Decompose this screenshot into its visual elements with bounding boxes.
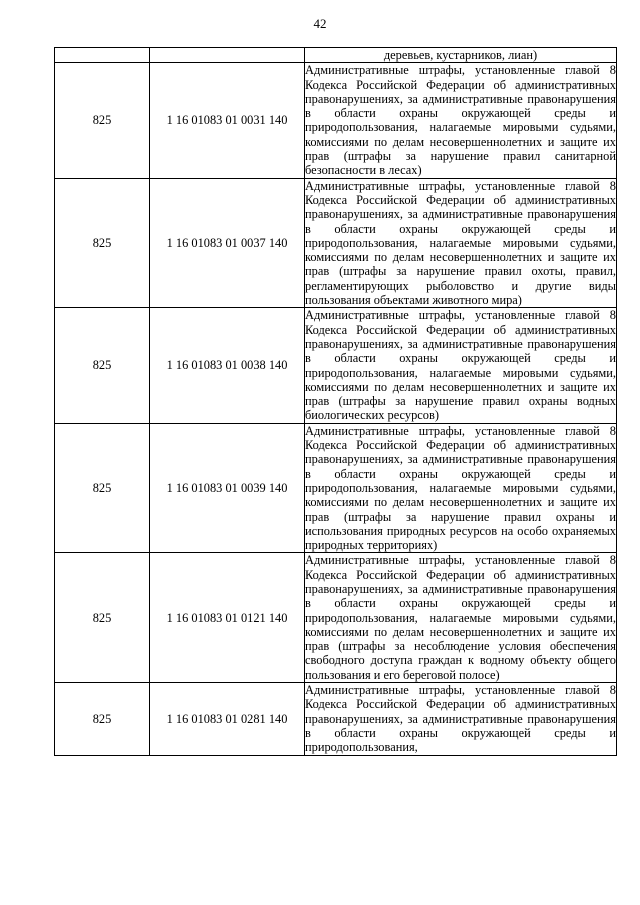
table-row xyxy=(55,553,617,683)
description-cell: Административные штрафы, установленные главой 8 Кодекса Российской Федерации об административных правонарушениях, за административные правонарушения в области охраны окружающей среды и природопользования, налагаемые мировыми судьями, комиссиями по делам несовершеннолетних и защите их прав (штрафы за несоблюдение условия обеспечения свободного доступа граждан к водному объекту общего пользования и его береговой полосе) xyxy=(305,553,616,682)
kbk-cell: 1 16 01083 01 0037 140 xyxy=(150,178,305,308)
description-cell: Административные штрафы, установленные главой 8 Кодекса Российской Федерации об административных правонарушениях, за административные правонарушения в области охраны окружающей среды и природопользования, налагаемые мировыми судьями, комиссиями по делам несовершеннолетних и защите их прав (штрафы за нарушение правил охраны и использования природных ресурсов на особо охраняемых природных территориях) xyxy=(305,423,616,553)
description-cell: Административные штрафы, установленные главой 8 Кодекса Российской Федерации об административных правонарушениях, за административные правонарушения в области охраны окружающей среды и природопользования, xyxy=(305,683,616,755)
page-number: 42 xyxy=(313,16,327,31)
description-cell: Административные штрафы, установленные главой 8 Кодекса Российской Федерации об административных правонарушениях, за административные правонарушения в области охраны окружающей среды и природопользования, налагаемые мировыми судьями, комиссиями по делам несовершеннолетних и защите их прав (штрафы за нарушение правил санитарной безопасности в лесах) xyxy=(305,63,616,178)
description-cell: Административные штрафы, установленные главой 8 Кодекса Российской Федерации об административных правонарушениях, за административные правонарушения в области охраны окружающей среды и природопользования, налагаемые мировыми судьями, комиссиями по делам несовершеннолетних и защите их прав (штрафы за нарушение правил охраны водных биологических ресурсов) xyxy=(305,308,616,423)
table-row-continuation xyxy=(55,48,617,63)
admin-code-cell: 825 xyxy=(55,178,150,308)
kbk-cell: 1 16 01083 01 0121 140 xyxy=(150,553,305,683)
kbk-cell xyxy=(150,48,305,63)
admin-code-cell: 825 xyxy=(55,423,150,553)
admin-code-cell: 825 xyxy=(55,308,150,423)
table-row xyxy=(55,423,617,553)
table-row xyxy=(55,308,617,423)
budget-codes-table xyxy=(54,47,617,756)
table-row xyxy=(55,683,617,755)
description-cell: деревьев, кустарников, лиан) xyxy=(305,48,617,63)
kbk-cell: 1 16 01083 01 0038 140 xyxy=(150,308,305,423)
kbk-cell: 1 16 01083 01 0039 140 xyxy=(150,423,305,553)
description-cell: Административные штрафы, установленные главой 8 Кодекса Российской Федерации об административных правонарушениях, за административные правонарушения в области охраны окружающей среды и природопользования, налагаемые мировыми судьями, комиссиями по делам несовершеннолетних и защите их прав (штрафы за нарушение правил охоты, правил, регламентирующих рыболовство и другие виды пользования объектами животного мира) xyxy=(305,178,616,308)
kbk-cell: 1 16 01083 01 0281 140 xyxy=(150,683,305,755)
admin-code-cell xyxy=(55,48,150,63)
table-row xyxy=(55,178,617,308)
admin-code-cell: 825 xyxy=(55,553,150,683)
table-row xyxy=(55,63,617,178)
kbk-cell: 1 16 01083 01 0031 140 xyxy=(150,63,305,178)
admin-code-cell: 825 xyxy=(55,683,150,755)
admin-code-cell: 825 xyxy=(55,63,150,178)
